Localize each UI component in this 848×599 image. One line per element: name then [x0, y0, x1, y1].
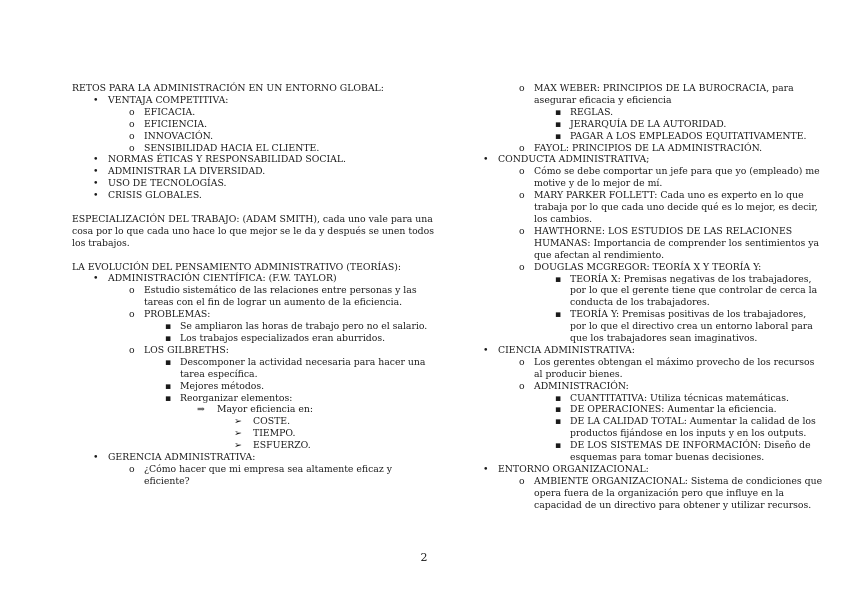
bullet-marker-icon: • [483, 154, 489, 166]
line-text: TIEMPO. [253, 428, 296, 440]
line-text: MAX WEBER: PRINCIPIOS DE LA BUROCRACIA, para [534, 83, 794, 94]
outline-line [72, 452, 410, 464]
line-text: DOUGLAS MCGREGOR: TEORÍA X Y TEORÍA Y: [534, 261, 762, 273]
line-text: JERARQUÍA DE LA AUTORIDAD. [570, 118, 727, 130]
bullet-marker-icon: • [93, 190, 99, 202]
line-text: Se ampliaron las horas de trabajo pero no el salario. [180, 321, 428, 333]
blank-line [72, 250, 410, 262]
line-text: GERENCIA ADMINISTRATIVA: [108, 452, 256, 464]
line-text: cosa por lo que cada uno hace lo que mejor se le da y después se unen todos [72, 225, 434, 237]
circle-marker-icon: o [129, 463, 135, 475]
line-text: ESFUERZO. [253, 440, 311, 452]
line-text: eficiente? [144, 475, 190, 487]
line-text: los trabajos. [72, 237, 130, 249]
line-text: CUANTITATIVA: Utiliza técnicas matemáticas. [570, 392, 789, 404]
outline-line [72, 321, 428, 333]
outline-line [72, 154, 410, 166]
outline-line [72, 416, 410, 428]
circle-marker-icon: o [129, 344, 135, 356]
line-text: LA EVOLUCIÓN DEL PENSAMIENTO ADMINISTRATIVO (TEORÍAS): [72, 261, 402, 273]
line-text: trabaja por lo que cada uno decide qué es lo mejor, es decir, [534, 202, 818, 214]
outline-line [462, 273, 812, 286]
square-marker-icon: ▪ [165, 333, 172, 344]
arrowhead-marker-icon: ➢ [234, 428, 242, 440]
line-text: tareas con el fin de lograr un aumento de la eficiencia. [144, 297, 403, 309]
square-marker-icon: ▪ [555, 118, 562, 130]
line-text: CIENCIA ADMINISTRATIVA: [498, 344, 635, 356]
bullet-marker-icon: • [93, 166, 99, 178]
square-marker-icon: ▪ [555, 392, 562, 404]
bullet-marker-icon: • [93, 452, 99, 464]
bullet-marker-icon: • [483, 464, 489, 475]
outline-line [72, 404, 410, 416]
outline-line [462, 202, 818, 214]
line-text: CRISIS GLOBALES. [108, 190, 202, 202]
line-text: productos fijándose en los inputs y en los outputs. [570, 428, 807, 440]
line-text: ADMINISTRAR LA DIVERSIDAD. [108, 166, 266, 178]
line-text: RETOS PARA LA ADMINISTRACIÓN EN UN ENTORNO GLOBAL: [72, 83, 384, 94]
line-text: DE LA CALIDAD TOTAL: Aumentar la calidad de los [570, 416, 816, 428]
outline-line [462, 392, 789, 405]
line-text: ADMINISTRACIÓN: [534, 380, 629, 392]
square-marker-icon: ▪ [555, 416, 562, 428]
outline-line [72, 83, 410, 95]
line-text: Descomponer la actividad necesaria para hacer una [180, 356, 426, 368]
circle-marker-icon: o [129, 106, 135, 118]
line-text: que los trabajadores sean imaginativos. [570, 333, 758, 345]
line-text: PROBLEMAS: [144, 309, 211, 321]
outline-line [462, 178, 780, 190]
bullet-marker-icon: • [93, 154, 99, 166]
line-text: Cómo se debe comportar un jefe para que yo (empleado) me [534, 166, 820, 178]
square-marker-icon: ▪ [555, 106, 562, 118]
arrowhead-marker-icon: ➢ [234, 416, 242, 428]
outline-line [462, 225, 793, 238]
line-text: Mayor eficiencia en: [217, 404, 313, 416]
outline-line [72, 166, 410, 178]
line-text: INNOVACIÓN. [144, 130, 214, 142]
outline-line [462, 499, 812, 512]
line-text: TEORÍA X: Premisas negativas de los trabajadores, [570, 273, 812, 285]
outline-line [72, 285, 417, 297]
outline-line [462, 83, 794, 95]
square-marker-icon: ▪ [555, 130, 562, 142]
line-text: DE LOS SISTEMAS DE INFORMACIÓN: Diseño de [570, 440, 811, 452]
line-text: CONDUCTA ADMINISTRATIVA; [498, 154, 650, 166]
outline-line [462, 345, 780, 357]
outline-line [462, 333, 780, 345]
line-text: conducta de los trabajadores. [570, 297, 710, 309]
circle-marker-icon: o [129, 142, 135, 154]
square-marker-icon: ▪ [555, 273, 562, 285]
line-text: EFICACIA. [144, 106, 196, 118]
outline-line [462, 428, 807, 440]
square-marker-icon: ▪ [555, 309, 562, 321]
outline-line [462, 475, 823, 488]
outline-line [72, 369, 410, 381]
circle-marker-icon: o [519, 356, 525, 368]
outline-line [462, 321, 813, 333]
outline-line [72, 381, 410, 393]
line-text: opera fuera de la organización pero que influye en la [534, 487, 785, 499]
line-text: VENTAJA COMPETITIVA: [108, 94, 229, 106]
circle-marker-icon: o [519, 475, 525, 487]
square-marker-icon: ▪ [165, 321, 172, 333]
circle-marker-icon: o [519, 83, 525, 94]
outline-line [72, 131, 410, 143]
outline-line [462, 130, 807, 143]
line-text: TEORÍA Y: Premisas positivas de los trabajadores, [570, 309, 807, 321]
outline-line [462, 250, 780, 262]
line-text: Los gerentes obtengan el máximo provecho de los recursos [534, 356, 815, 368]
circle-marker-icon: o [519, 225, 525, 237]
page-number: 2 [420, 551, 428, 564]
outline-line [72, 107, 410, 119]
outline-line [462, 166, 820, 178]
circle-marker-icon: o [129, 285, 135, 297]
line-text: SENSIBILIDAD HACIA EL CLIENTE. [144, 142, 320, 154]
outline-line [462, 214, 780, 226]
outline-line [462, 143, 780, 155]
square-marker-icon: ▪ [165, 356, 172, 368]
right-column [462, 83, 823, 512]
line-text: ESPECIALIZACIÓN DEL TRABAJO: (ADAM SMITH), cada uno vale para una [72, 213, 433, 225]
outline-line [462, 309, 807, 321]
outline-line [72, 440, 410, 452]
line-text: que afectan al rendimiento. [534, 249, 665, 261]
circle-marker-icon: o [519, 261, 525, 273]
line-text: PAGAR A LOS EMPLEADOS EQUITATIVAMENTE. [570, 130, 807, 142]
line-text: AMBIENTE ORGANIZACIONAL: Sistema de condiciones que [534, 475, 823, 487]
outline-line [462, 464, 780, 476]
line-text: EFICIENCIA. [144, 118, 208, 130]
line-text: ADMINISTRACIÓN CIENTÍFICA: (F.W. TAYLOR) [108, 273, 337, 285]
line-text: DE OPERACIONES: Aumentar la eficiencia. [570, 404, 777, 416]
bullet-marker-icon: • [93, 273, 99, 285]
outline-line [72, 238, 410, 250]
circle-marker-icon: o [129, 130, 135, 142]
outline-line [72, 178, 410, 190]
outline-line [72, 190, 410, 202]
outline-line [72, 297, 410, 309]
blank-line [72, 202, 410, 214]
outline-line [72, 356, 426, 369]
outline-line [462, 237, 820, 250]
bullet-marker-icon: • [93, 178, 99, 190]
outline-line [72, 476, 410, 488]
line-text: motive y de lo mejor de mí. [534, 178, 663, 190]
circle-marker-icon: o [519, 380, 525, 392]
line-text: NORMAS ÉTICAS Y RESPONSABILIDAD SOCIAL. [108, 154, 347, 166]
line-text: Mejores métodos. [180, 380, 265, 392]
outline-line [462, 440, 811, 452]
circle-marker-icon: o [519, 142, 525, 154]
arrowhead-marker-icon: ➢ [234, 440, 242, 452]
line-text: MARY PARKER FOLLETT: Cada uno es experto en lo que [534, 190, 804, 202]
left-column [72, 83, 434, 488]
outline-line [72, 333, 410, 345]
outline-line [462, 107, 780, 119]
square-marker-icon: ▪ [555, 440, 562, 452]
line-text: FAYOL: PRINCIPIOS DE LA ADMINISTRACIÓN. [534, 142, 763, 154]
outline-line [462, 487, 785, 500]
circle-marker-icon: o [519, 166, 525, 178]
line-text: al producir bienes. [534, 368, 623, 380]
outline-line [462, 356, 815, 369]
outline-line [462, 95, 780, 107]
square-marker-icon: ▪ [165, 380, 172, 392]
outline-line [72, 428, 410, 440]
line-text: COSTE. [253, 416, 291, 428]
line-text: capacidad de un directivo para obtener y utilizar recursos. [534, 499, 812, 511]
circle-marker-icon: o [129, 309, 135, 321]
outline-line [72, 393, 410, 405]
circle-marker-icon: o [519, 190, 525, 202]
outline-line [462, 285, 818, 297]
outline-line [72, 262, 410, 274]
line-text: Estudio sistemático de las relaciones entre personas y las [144, 285, 417, 297]
arrow-marker-icon: ⇒ [197, 404, 205, 416]
outline-line [72, 345, 410, 357]
square-marker-icon: ▪ [555, 404, 562, 416]
outline-line [72, 119, 410, 131]
outline-line [462, 452, 780, 464]
square-marker-icon: ▪ [165, 392, 172, 404]
outline-line [72, 309, 410, 321]
outline-line [462, 190, 804, 202]
outline-line [462, 404, 780, 416]
outline-line [462, 119, 780, 131]
line-text: por lo que el directivo crea un entorno laboral para [570, 321, 813, 333]
outline-line [462, 416, 816, 428]
line-text: por lo que el gerente tiene que controlar de cerca la [570, 285, 818, 297]
line-text: USO DE TECNOLOGÍAS. [108, 178, 227, 190]
outline-line [72, 213, 433, 226]
line-text: LOS GILBRETHS: [144, 344, 229, 356]
line-text: tarea específica. [180, 368, 258, 380]
line-text: HUMANAS: Importancia de comprender los sentimientos ya [534, 237, 820, 249]
line-text: esquemas para tomar buenas decisiones. [570, 452, 765, 464]
bullet-marker-icon: • [483, 344, 489, 356]
outline-line [462, 297, 780, 309]
outline-line [72, 225, 434, 238]
bullet-marker-icon: • [93, 94, 99, 106]
line-text: los cambios. [534, 213, 593, 225]
outline-line [72, 143, 410, 155]
line-text: Los trabajos especializados eran aburridos. [180, 333, 386, 344]
outline-line [462, 154, 780, 166]
line-text: asegurar eficacia y eficiencia [534, 94, 672, 106]
outline-line [462, 381, 780, 393]
line-text: ¿Cómo hacer que mi empresa sea altamente eficaz y [144, 463, 392, 475]
outline-line [462, 262, 780, 274]
line-text: ENTORNO ORGANIZACIONAL: [498, 464, 649, 475]
circle-marker-icon: o [129, 118, 135, 130]
line-text: HAWTHORNE: LOS ESTUDIOS DE LAS RELACIONES [534, 225, 793, 237]
outline-line [72, 464, 410, 476]
outline-line [462, 369, 780, 381]
outline-line [72, 273, 410, 285]
line-text: REGLAS. [570, 106, 614, 118]
line-text: Reorganizar elementos: [180, 392, 293, 404]
outline-line [72, 95, 410, 107]
